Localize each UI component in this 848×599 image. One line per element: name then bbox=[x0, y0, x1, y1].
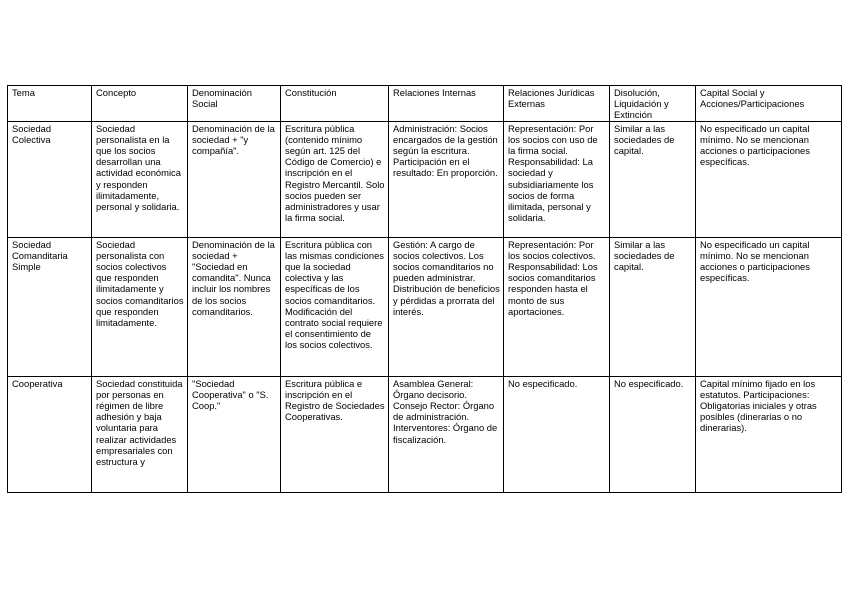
cell-relaciones-internas: Asamblea General: Órgano decisorio. Consejo Rector: Órgano de administración. Interventores: Órgano de fiscalización. bbox=[389, 376, 504, 492]
comparison-table bbox=[7, 85, 842, 493]
header-relaciones-internas: Relaciones Internas bbox=[389, 86, 504, 122]
cell-disolucion: Similar a las sociedades de capital. bbox=[610, 237, 696, 376]
cell-denominacion: Denominación de la sociedad + "Sociedad en comandita". Nunca incluir los nombres de los socios comanditarios. bbox=[188, 237, 281, 376]
header-relaciones-externas: Relaciones Jurídicas Externas bbox=[504, 86, 610, 122]
cell-relaciones-internas: Administración: Socios encargados de la gestión según la escritura. Participación en el resultado: En proporción. bbox=[389, 121, 504, 237]
table-row bbox=[8, 376, 842, 492]
cell-tema: Sociedad Colectiva bbox=[8, 121, 92, 237]
cell-relaciones-externas: No especificado. bbox=[504, 376, 610, 492]
cell-concepto: Sociedad personalista en la que los socios desarrollan una actividad económica y responden ilimitadamente, personal y solidaria. bbox=[92, 121, 188, 237]
cell-concepto: Sociedad constituida por personas en régimen de libre adhesión y baja voluntaria para realizar actividades empresariales con estructura y bbox=[92, 376, 188, 492]
cell-relaciones-internas: Gestión: A cargo de socios colectivos. Los socios comanditarios no pueden administrar. Distribución de beneficios y pérdidas a prorrata del interés. bbox=[389, 237, 504, 376]
cell-capital: Capital mínimo fijado en los estatutos. Participaciones: Obligatorias iniciales y otras posibles (dinerarias o no dinerarias). bbox=[696, 376, 842, 492]
header-row bbox=[8, 86, 842, 122]
header-denominacion: Denominación Social bbox=[188, 86, 281, 122]
header-disolucion: Disolución, Liquidación y Extinción bbox=[610, 86, 696, 122]
header-constitucion: Constitución bbox=[281, 86, 389, 122]
cell-tema: Sociedad Comanditaria Simple bbox=[8, 237, 92, 376]
cell-denominacion: Denominación de la sociedad + "y compañía". bbox=[188, 121, 281, 237]
cell-relaciones-externas: Representación: Por los socios colectivos. Responsabilidad: Los socios comanditarios responden hasta el monto de sus aportaciones. bbox=[504, 237, 610, 376]
cell-relaciones-externas: Representación: Por los socios con uso de la firma social. Responsabilidad: La sociedad y subsidiariamente los socios de forma ilimitada, personal y solidaria. bbox=[504, 121, 610, 237]
cell-capital: No especificado un capital mínimo. No se mencionan acciones o participaciones específicas. bbox=[696, 121, 842, 237]
header-capital: Capital Social y Acciones/Participaciones bbox=[696, 86, 842, 122]
header-concepto: Concepto bbox=[92, 86, 188, 122]
cell-concepto: Sociedad personalista con socios colectivos que responden ilimitadamente y socios comanditarios que responden limitadamente. bbox=[92, 237, 188, 376]
cell-constitucion: Escritura pública e inscripción en el Registro de Sociedades Cooperativas. bbox=[281, 376, 389, 492]
header-tema: Tema bbox=[8, 86, 92, 122]
table-row bbox=[8, 237, 842, 376]
cell-capital: No especificado un capital mínimo. No se mencionan acciones o participaciones específicas. bbox=[696, 237, 842, 376]
table-row bbox=[8, 121, 842, 237]
cell-disolucion: No especificado. bbox=[610, 376, 696, 492]
cell-tema: Cooperativa bbox=[8, 376, 92, 492]
cell-disolucion: Similar a las sociedades de capital. bbox=[610, 121, 696, 237]
cell-constitucion: Escritura pública (contenido mínimo según art. 125 del Código de Comercio) e inscripción en el Registro Mercantil. Solo socios pueden ser administradores y usar la firma social. bbox=[281, 121, 389, 237]
cell-denominacion: "Sociedad Cooperativa" o "S. Coop." bbox=[188, 376, 281, 492]
cell-constitucion: Escritura pública con las mismas condiciones que la sociedad colectiva y las específicas de los socios comanditarios. Modificación del contrato social requiere el consentimiento de los socios colectivos. bbox=[281, 237, 389, 376]
